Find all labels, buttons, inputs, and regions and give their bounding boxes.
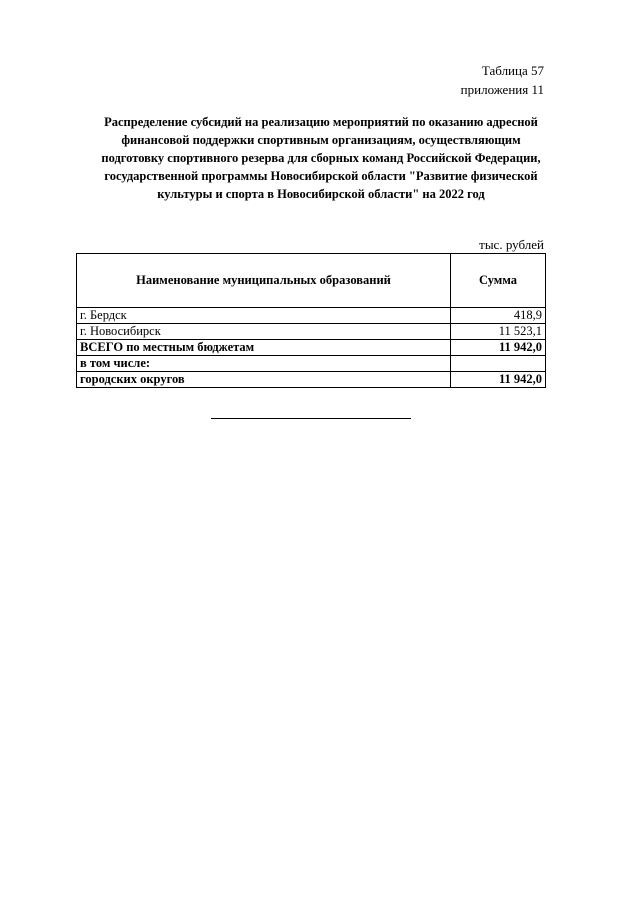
appendix-reference: приложения 11 <box>460 82 544 97</box>
municipality-name: г. Бердск <box>77 308 451 324</box>
units-label: тыс. рублей <box>479 237 544 252</box>
table-reference <box>461 61 544 99</box>
title-line: финансовой поддержки спортивным организациям, осуществляющим <box>121 133 521 147</box>
urban-districts-sum: 11 942,0 <box>451 372 546 388</box>
subsidy-sum: 418,9 <box>451 308 546 324</box>
including-sum <box>451 356 546 372</box>
table-row <box>77 324 546 340</box>
document-title <box>76 113 566 203</box>
title-line: государственной программы Новосибирской области "Развитие физической <box>104 169 538 183</box>
subsidies-table <box>76 253 546 388</box>
subsidy-sum: 11 523,1 <box>451 324 546 340</box>
column-header-municipality: Наименование муниципальных образований <box>77 254 451 308</box>
column-header-sum: Сумма <box>451 254 546 308</box>
urban-districts-label: городских округов <box>77 372 451 388</box>
total-label: ВСЕГО по местным бюджетам <box>77 340 451 356</box>
urban-districts-row <box>77 372 546 388</box>
end-divider <box>211 418 411 419</box>
title-line: подготовку спортивного резерва для сборных команд Российской Федерации, <box>101 151 541 165</box>
table-row <box>77 308 546 324</box>
total-sum: 11 942,0 <box>451 340 546 356</box>
including-label: в том числе: <box>77 356 451 372</box>
total-row <box>77 340 546 356</box>
title-line: Распределение субсидий на реализацию мероприятий по оказанию адресной <box>104 115 538 129</box>
table-header-row <box>77 254 546 308</box>
table-number: Таблица 57 <box>481 63 544 78</box>
subheading-row <box>77 356 546 372</box>
title-line: культуры и спорта в Новосибирской области" на 2022 год <box>157 187 485 201</box>
municipality-name: г. Новосибирск <box>77 324 451 340</box>
